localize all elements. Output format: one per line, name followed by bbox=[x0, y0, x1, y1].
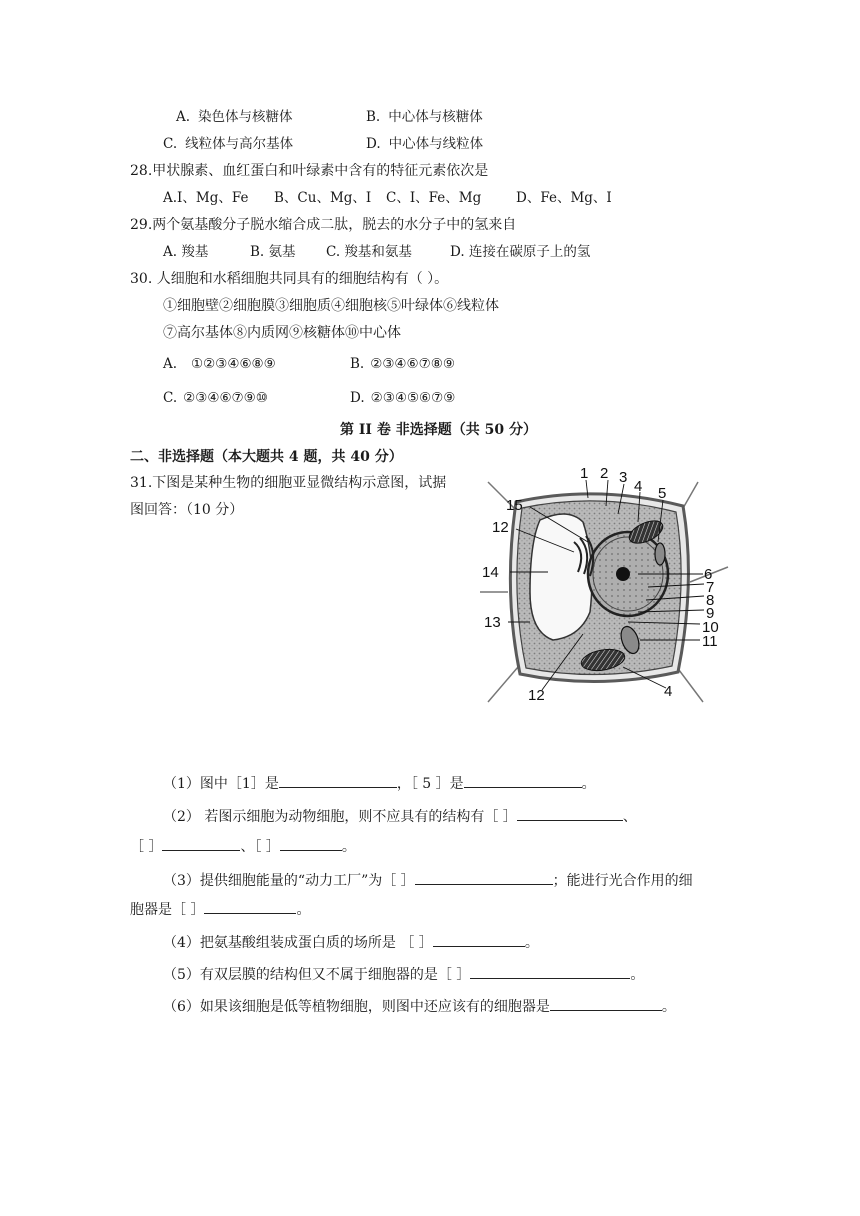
q31-sub3-line1 bbox=[163, 870, 693, 891]
q31-sub5 bbox=[163, 964, 644, 985]
section-title: 二、非选择题（本大题共 4 题，共 40 分） bbox=[130, 449, 403, 465]
sub-text: 。 bbox=[296, 902, 311, 918]
diagram-label: 4 bbox=[664, 683, 673, 700]
answer-blank[interactable] bbox=[464, 773, 582, 788]
q31-sub2-line2 bbox=[130, 836, 356, 857]
sub-text: 。 bbox=[581, 776, 596, 792]
q30-option-b bbox=[350, 354, 455, 374]
sub-text: ，［ 5 ］是 bbox=[396, 776, 464, 792]
q31-sub6 bbox=[163, 996, 676, 1017]
option-text: 线粒体与高尔基体 bbox=[185, 136, 294, 152]
option-text: 中心体与线粒体 bbox=[388, 136, 484, 152]
answer-blank[interactable] bbox=[550, 996, 662, 1011]
diagram-label: 9 bbox=[706, 605, 715, 622]
q28-option-a: A.I、Mg、Fe bbox=[163, 190, 249, 206]
q31-stem-line2: 图回答：（10 分） bbox=[130, 502, 244, 518]
answer-blank[interactable] bbox=[204, 899, 296, 914]
sub-text: 、 bbox=[622, 809, 637, 825]
q28-option-d: D、Fe、Mg、I bbox=[516, 190, 612, 206]
answer-blank[interactable] bbox=[280, 836, 342, 851]
q29-stem: 29.两个氨基酸分子脱水缩合成二肽，脱去的水分子中的氢来自 bbox=[130, 217, 517, 233]
sub-text: （5）有双层膜的结构但又不属于细胞器的是［ ］ bbox=[163, 967, 471, 983]
q27-option-a bbox=[176, 107, 293, 127]
sub-text: ；能进行光合作用的细 bbox=[552, 873, 693, 889]
diagram-label: 7 bbox=[706, 579, 715, 596]
diagram-label: 8 bbox=[706, 592, 715, 609]
q29-option-b: B. 氨基 bbox=[250, 244, 296, 260]
answer-blank[interactable] bbox=[433, 932, 525, 947]
q29-option-c: C. 羧基和氨基 bbox=[326, 244, 412, 260]
q31-sub1 bbox=[163, 773, 596, 794]
option-text: ①②③④⑥⑧⑨ bbox=[191, 356, 276, 372]
option-label: A. bbox=[163, 356, 178, 372]
q28-stem: 28.甲状腺素、血红蛋白和叶绿素中含有的特征元素依次是 bbox=[130, 163, 489, 179]
q30-list-1: ①细胞壁②细胞膜③细胞质④细胞核⑤叶绿体⑥线粒体 bbox=[163, 298, 499, 314]
answer-blank[interactable] bbox=[517, 806, 623, 821]
q31-stem-line1: 31.下图是某种生物的细胞亚显微结构示意图，试据 bbox=[130, 475, 447, 491]
option-text: ②③④⑥⑦⑧⑨ bbox=[370, 356, 455, 372]
option-label: A. bbox=[176, 109, 191, 125]
option-label: D. bbox=[366, 136, 381, 152]
q30-list-2: ⑦高尔基体⑧内质网⑨核糖体⑩中心体 bbox=[163, 325, 401, 341]
diagram-label: 1 bbox=[580, 465, 589, 482]
sub-text: （6）如果该细胞是低等植物细胞，则图中还应该有的细胞器是 bbox=[163, 999, 550, 1015]
option-text: 中心体与核糖体 bbox=[388, 109, 483, 125]
q30-stem: 30. 人细胞和水稻细胞共同具有的细胞结构有（ ）。 bbox=[130, 271, 449, 287]
plant-cell-diagram bbox=[478, 462, 730, 714]
option-text: ②③④⑤⑥⑦⑨ bbox=[370, 390, 456, 406]
sub-text: （2） 若图示细胞为动物细胞，则不应具有的结构有［ ］ bbox=[163, 809, 517, 825]
answer-blank[interactable] bbox=[162, 836, 240, 851]
sub-text: ［ ］ bbox=[130, 839, 163, 855]
q31-sub3-line2 bbox=[130, 899, 310, 920]
sub-text: 。 bbox=[524, 935, 539, 951]
sub-text: 。 bbox=[341, 839, 356, 855]
diagram-label: 2 bbox=[600, 465, 609, 482]
option-label: C. bbox=[163, 136, 178, 152]
q29-option-d: D. 连接在碳原子上的氢 bbox=[450, 244, 591, 260]
option-label: B. bbox=[366, 109, 381, 125]
q27-option-c bbox=[163, 134, 293, 154]
sub-text: 。 bbox=[630, 967, 645, 983]
diagram-label: 10 bbox=[702, 619, 719, 636]
sub-text: （1）图中［1］是 bbox=[163, 776, 279, 792]
sub-text: 。 bbox=[661, 999, 676, 1015]
diagram-label: 15 bbox=[506, 497, 523, 514]
answer-blank[interactable] bbox=[415, 870, 553, 885]
sub-text: 、［ ］ bbox=[240, 839, 280, 855]
diagram-label: 4 bbox=[634, 478, 643, 495]
q28-option-b: B、Cu、Mg、I bbox=[274, 190, 372, 206]
option-text: 染色体与核糖体 bbox=[198, 109, 293, 125]
q27-option-b bbox=[366, 107, 483, 127]
part2-title: 第 II 卷 非选择题（共 50 分） bbox=[340, 422, 537, 438]
diagram-label: 3 bbox=[619, 469, 628, 486]
q27-option-d bbox=[366, 134, 483, 154]
diagram-label: 11 bbox=[702, 633, 718, 650]
q28-option-c: C、I、Fe、Mg bbox=[386, 190, 482, 206]
diagram-label: 13 bbox=[484, 614, 501, 631]
sub-text: （3）提供细胞能量的“动力工厂”为［ ］ bbox=[163, 873, 415, 889]
mitochondrion bbox=[655, 543, 665, 565]
q29-option-a: A. 羧基 bbox=[163, 244, 209, 260]
option-label: C. bbox=[163, 390, 178, 406]
q31-sub4 bbox=[163, 932, 539, 953]
answer-blank[interactable] bbox=[279, 773, 397, 788]
diagram-label: 5 bbox=[658, 485, 667, 502]
q31-sub2-line1 bbox=[163, 806, 637, 827]
answer-blank[interactable] bbox=[470, 964, 630, 979]
diagram-label: 12 bbox=[528, 687, 545, 704]
option-text: ②③④⑥⑦⑨⑩ bbox=[183, 390, 268, 406]
diagram-label: 14 bbox=[482, 564, 499, 581]
diagram-label: 6 bbox=[704, 566, 713, 583]
sub-text: （4）把氨基酸组装成蛋白质的场所是 ［ ］ bbox=[163, 935, 433, 951]
vacuole bbox=[530, 514, 592, 640]
diagram-label: 12 bbox=[492, 519, 509, 536]
q30-option-c bbox=[163, 388, 268, 408]
q30-option-d bbox=[350, 388, 455, 408]
option-label: D. bbox=[350, 390, 365, 406]
sub-text: 胞器是［ ］ bbox=[130, 902, 205, 918]
q30-option-a bbox=[163, 354, 276, 374]
option-label: B. bbox=[350, 356, 365, 372]
